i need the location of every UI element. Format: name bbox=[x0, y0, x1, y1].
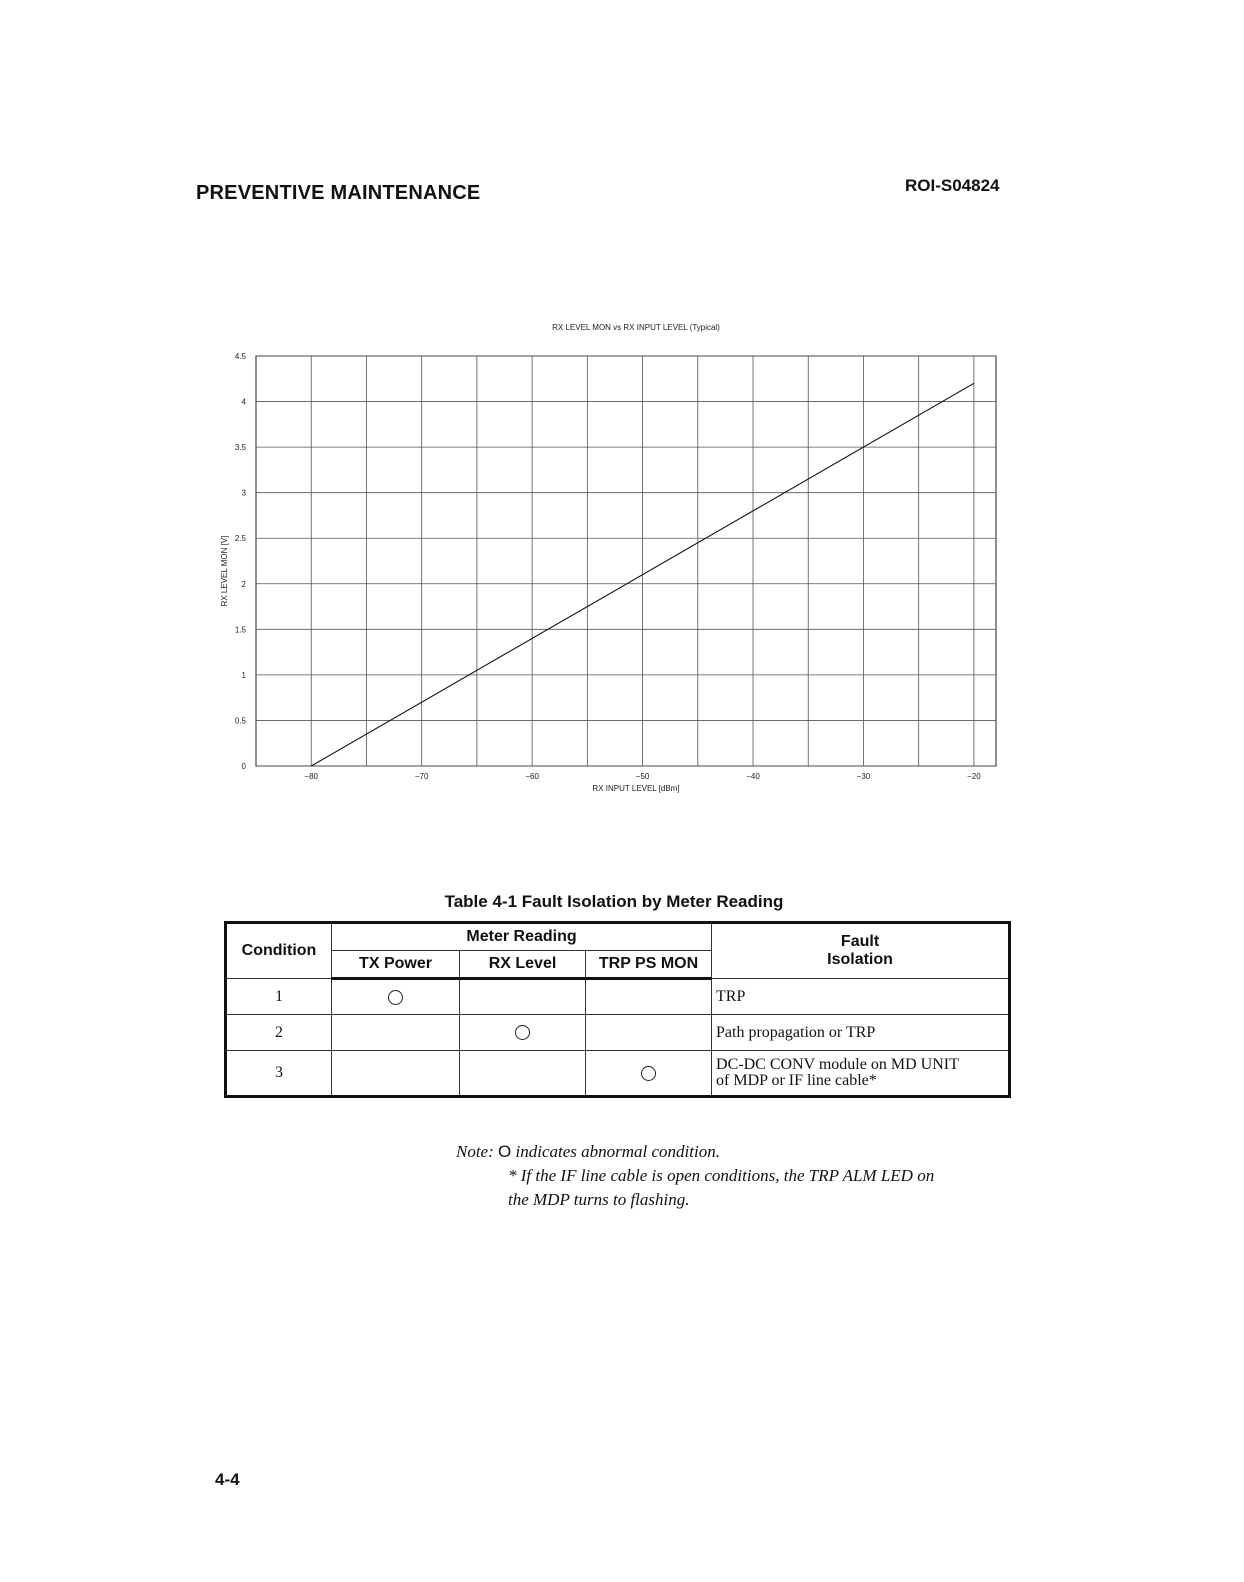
y-tick-label: 4.5 bbox=[234, 352, 246, 361]
trp-ps-mon-cell bbox=[586, 1015, 712, 1051]
abnormal-mark-icon bbox=[388, 990, 403, 1005]
x-tick-label: −20 bbox=[967, 772, 981, 781]
table-caption: Table 4-1 Fault Isolation by Meter Reading bbox=[444, 892, 784, 911]
abnormal-mark-icon bbox=[515, 1025, 530, 1040]
trp-ps-mon-cell bbox=[586, 979, 712, 1015]
section-title: PREVENTIVE MAINTENANCE bbox=[196, 182, 481, 204]
rx-level-chart bbox=[200, 310, 1020, 800]
y-tick-label: 0.5 bbox=[234, 716, 246, 726]
trp-ps-mon-cell bbox=[586, 1051, 712, 1097]
header-fault-line2: Isolation bbox=[827, 951, 893, 968]
y-tick-label: 2.5 bbox=[234, 534, 246, 544]
note-line3: the MDP turns to flashing. bbox=[508, 1190, 690, 1209]
x-tick-label: −30 bbox=[856, 772, 871, 781]
fault-text: of MDP or IF line cable* bbox=[716, 1072, 877, 1089]
abnormal-mark-icon bbox=[641, 1066, 656, 1081]
header-condition: Condition bbox=[226, 923, 332, 979]
header-trp-ps-mon: TRP PS MON bbox=[586, 951, 712, 979]
condition-cell: 1 bbox=[226, 979, 332, 1015]
fault-text: DC-DC CONV module on MD UNIT bbox=[716, 1056, 959, 1073]
x-tick-label: −40 bbox=[746, 772, 760, 781]
fault-text: TRP bbox=[716, 987, 746, 1005]
abnormal-symbol: O bbox=[498, 1142, 512, 1161]
fault-text: Path propagation or TRP bbox=[716, 1023, 876, 1041]
y-tick-label: 1 bbox=[241, 670, 246, 680]
x-tick-label: −50 bbox=[635, 772, 650, 781]
y-tick-label: 4 bbox=[241, 397, 246, 407]
y-tick-label: 3.5 bbox=[234, 443, 246, 453]
rx-level-cell bbox=[460, 979, 586, 1015]
y-tick-label: 1.5 bbox=[234, 625, 246, 635]
table-note bbox=[456, 1140, 934, 1212]
tx-power-cell bbox=[332, 979, 460, 1015]
header-rx-level: RX Level bbox=[460, 951, 586, 979]
fault-isolation-cell bbox=[712, 1051, 1010, 1097]
condition-cell: 3 bbox=[226, 1051, 332, 1097]
page-number: 4-4 bbox=[215, 1470, 240, 1489]
x-tick-label: −70 bbox=[414, 772, 429, 781]
x-axis-label: RX INPUT LEVEL [dBm] bbox=[592, 784, 680, 793]
x-tick-label: −60 bbox=[525, 772, 539, 781]
tx-power-cell bbox=[332, 1051, 460, 1097]
fault-isolation-cell bbox=[712, 979, 1010, 1015]
tx-power-cell bbox=[332, 1015, 460, 1051]
header-tx-power: TX Power bbox=[332, 951, 460, 979]
note-line1: indicates abnormal condition. bbox=[515, 1142, 720, 1161]
rx-level-cell bbox=[460, 1015, 586, 1051]
x-tick-label: −80 bbox=[304, 772, 319, 781]
chart-title: RX LEVEL MON vs RX INPUT LEVEL (Typical) bbox=[552, 323, 720, 332]
header-fault-isolation bbox=[712, 923, 1010, 979]
fault-isolation-table bbox=[224, 921, 1011, 1098]
rx-level-cell bbox=[460, 1051, 586, 1097]
y-tick-label: 2 bbox=[241, 579, 246, 589]
table-row bbox=[226, 979, 1010, 1015]
table-row bbox=[226, 1051, 1010, 1097]
fault-isolation-cell bbox=[712, 1015, 1010, 1051]
header-fault-line1: Fault bbox=[840, 933, 880, 950]
note-line2: * If the IF line cable is open conditions, the TRP ALM LED on bbox=[508, 1166, 935, 1185]
y-tick-label: 0 bbox=[241, 762, 246, 771]
y-tick-label: 3 bbox=[241, 488, 246, 498]
plot-frame bbox=[256, 356, 996, 766]
note-prefix: Note: bbox=[456, 1142, 494, 1161]
table-row bbox=[226, 1015, 1010, 1051]
document-id: ROI-S04824 bbox=[905, 176, 1000, 195]
y-axis-label: RX LEVEL MON [V] bbox=[220, 535, 229, 607]
condition-cell: 2 bbox=[226, 1015, 332, 1051]
header-meter-reading: Meter Reading bbox=[332, 923, 712, 951]
